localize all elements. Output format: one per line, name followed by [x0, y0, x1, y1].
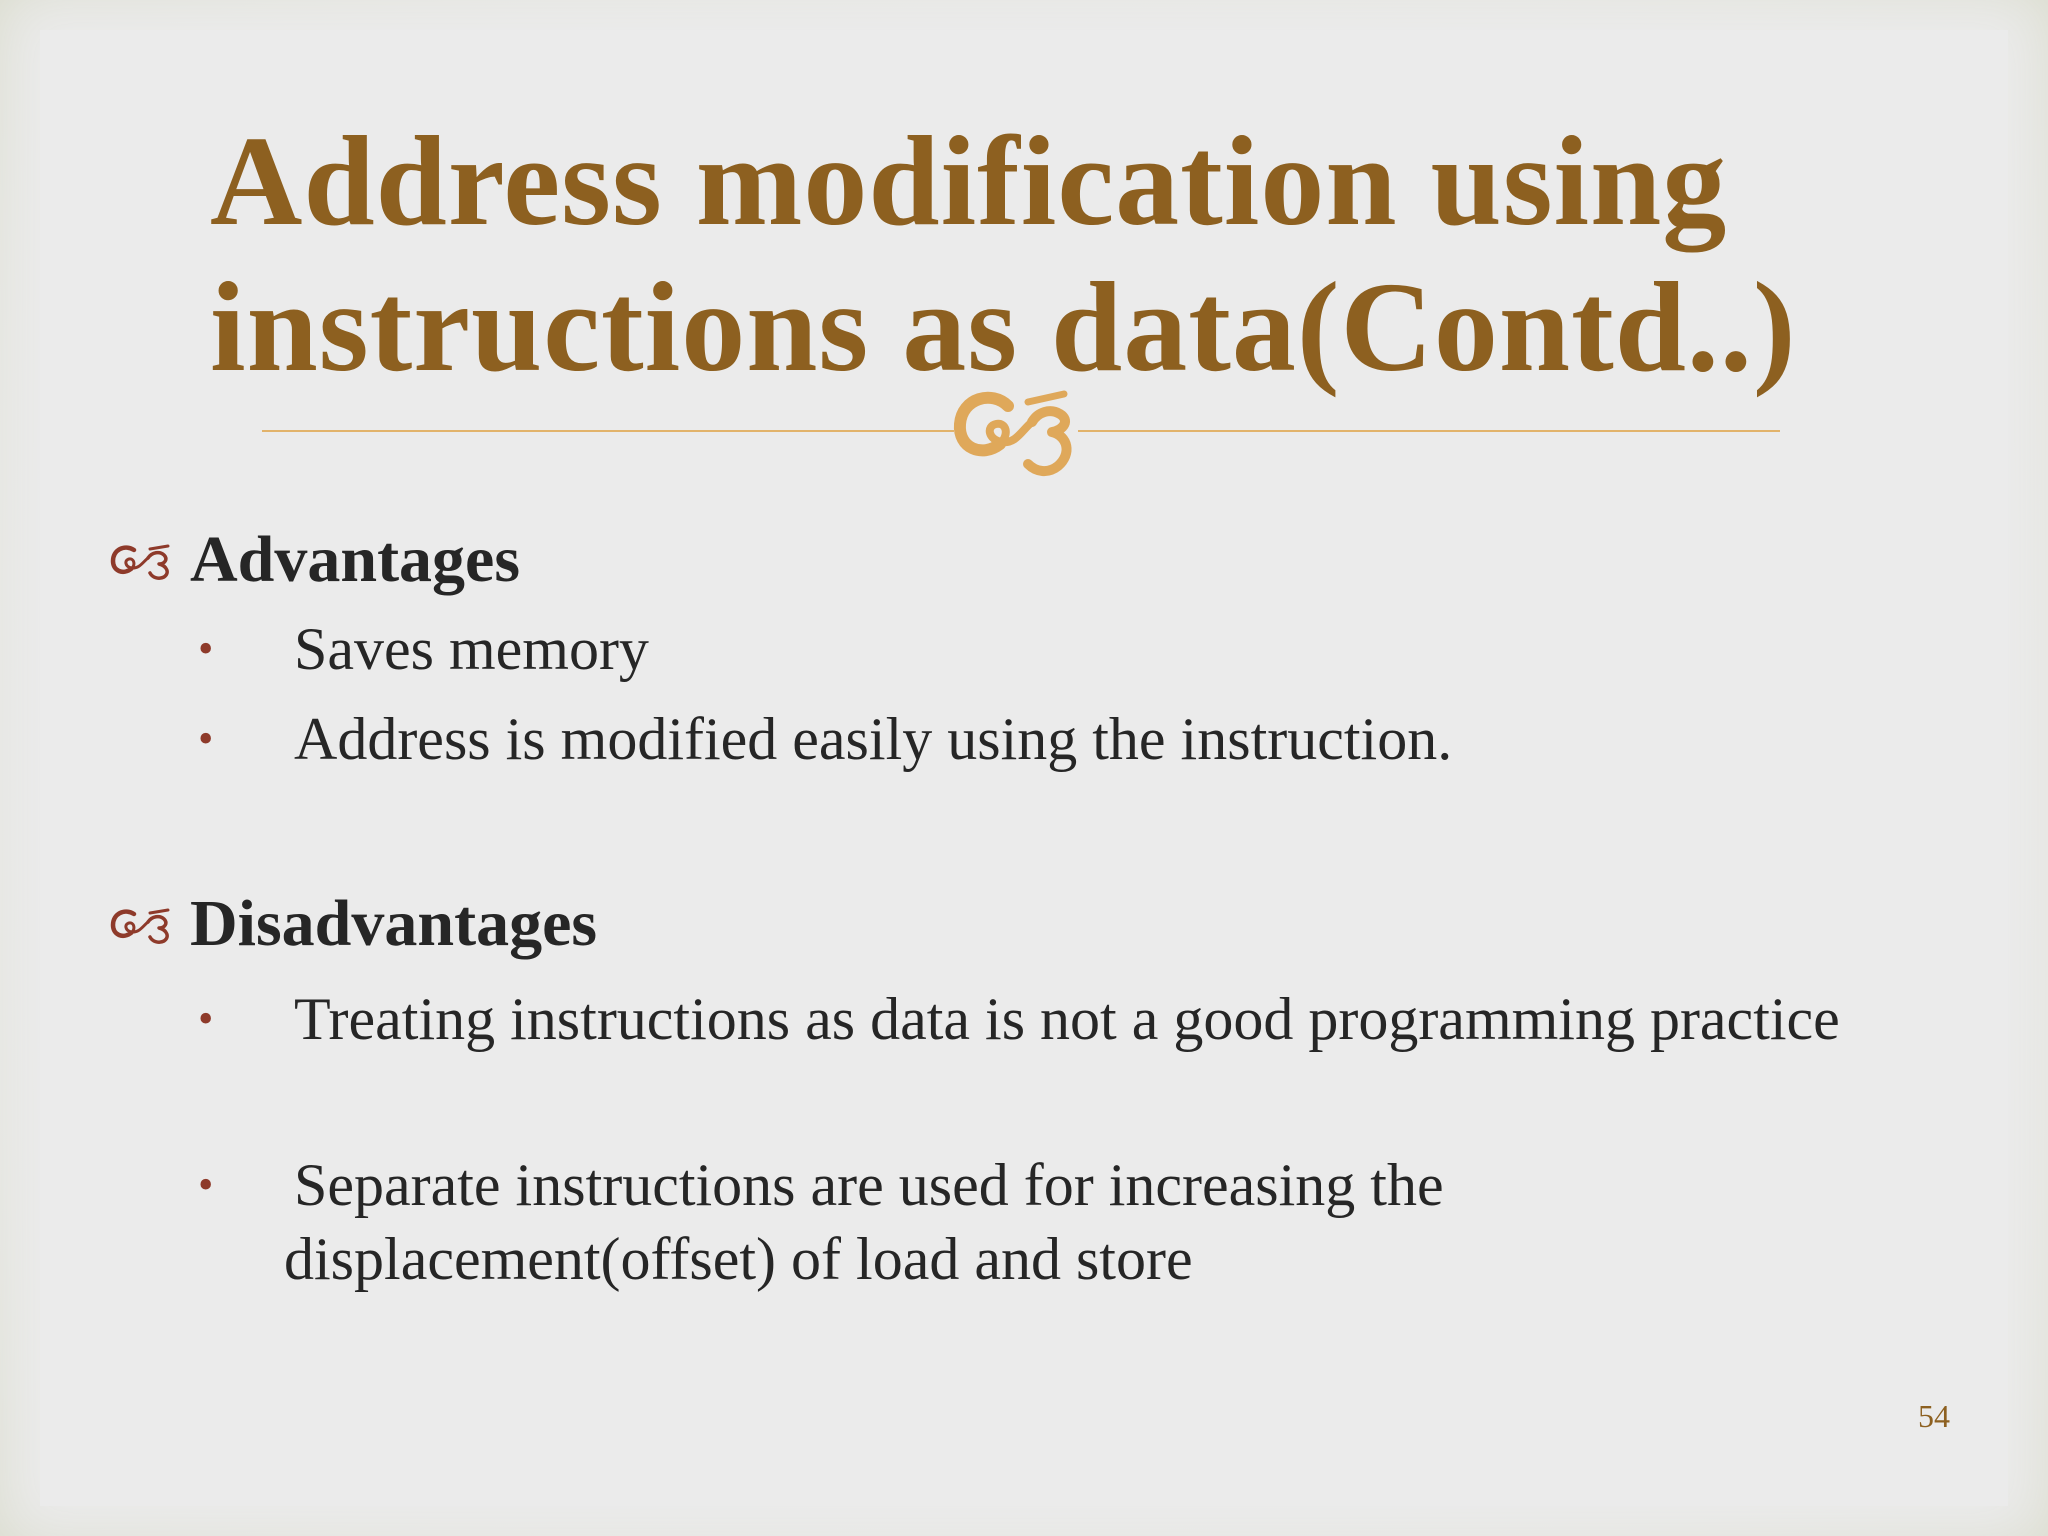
list-item — [198, 612, 1898, 686]
title-line-2: instructions as data(Contd..) — [210, 256, 1797, 398]
section-heading-label: Disadvantages — [190, 887, 598, 960]
flourish-bullet-icon — [110, 540, 176, 580]
flourish-icon — [952, 378, 1080, 478]
flourish-bullet-icon — [110, 904, 176, 944]
page-number: 54 — [1918, 1398, 1950, 1434]
list-item-text: Saves memory — [294, 616, 649, 682]
slide-title — [210, 108, 1910, 400]
title-divider-left — [262, 430, 954, 432]
list-item — [198, 1148, 1898, 1296]
list-item — [198, 982, 1898, 1056]
list-item-text: Separate instructions are used for increasing the displacement(offset) of load and store — [284, 1152, 1444, 1292]
section-heading-advantages — [110, 520, 520, 600]
dot-bullet-icon: • — [198, 714, 214, 763]
list-item-text: Treating instructions as data is not a good programming practice — [294, 986, 1840, 1052]
list-item-text: Address is modified easily using the instruction. — [294, 706, 1453, 772]
dot-bullet-icon: • — [198, 994, 214, 1043]
title-line-1: Address modification using — [210, 110, 1728, 252]
title-divider-right — [1078, 430, 1780, 432]
list-item — [198, 702, 1898, 776]
dot-bullet-icon: • — [198, 1160, 214, 1209]
section-heading-label: Advantages — [190, 523, 521, 596]
section-heading-disadvantages — [110, 884, 597, 964]
dot-bullet-icon: • — [198, 624, 214, 673]
